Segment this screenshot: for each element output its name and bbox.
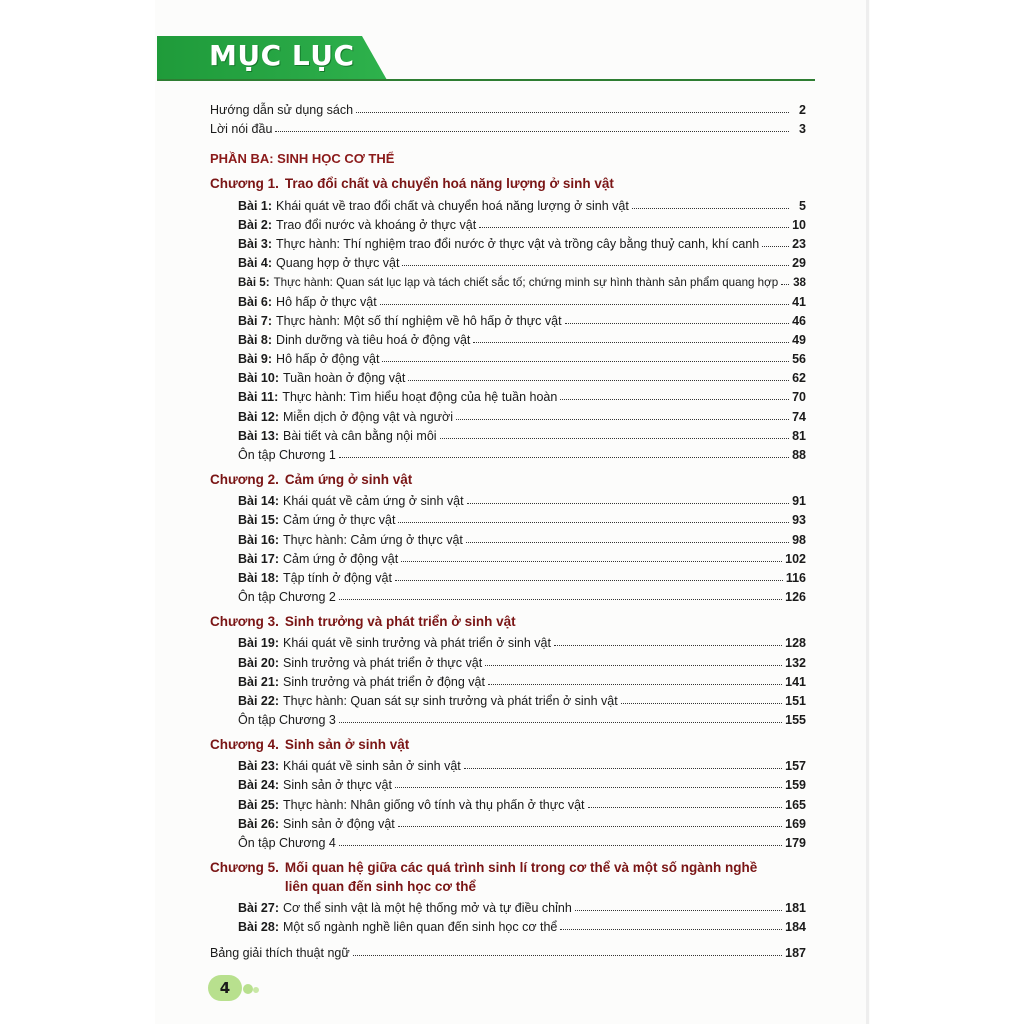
dot-leader [408,379,789,381]
lesson-number: Bài 18: [238,570,279,585]
lesson-page: 169 [785,816,806,831]
lesson-number: Bài 7: [238,313,273,328]
lesson-page: 5 [799,198,806,213]
lesson-title: Khái quát về cảm ứng ở sinh vật [283,494,464,509]
lesson-title: Thực hành: Quan sát sự sinh trưởng và phát triển ở sinh vật [283,693,618,708]
lesson-entry[interactable] [210,792,806,811]
lesson-number: Bài 27: [238,901,279,916]
dot-leader [353,954,782,956]
dot-leader [565,322,789,324]
chapter-title: Trao đổi chất và chuyển hoá năng lượng ở sinh vật [284,176,614,192]
dot-leader [632,207,789,209]
lesson-entry[interactable] [210,631,806,650]
lesson-page: 116 [785,570,806,585]
lesson-title: Cảm ứng ở động vật [283,551,399,566]
dot-leader [473,341,789,343]
lesson-entry[interactable] [210,232,806,251]
lesson-entry[interactable] [210,754,806,773]
dot-leader [380,303,789,305]
lesson-title: Miễn dịch ở động vật và người [283,409,453,424]
lesson-number: Bài 1: [238,198,273,213]
entry-label: Hướng dẫn sử dụng sách [210,103,354,118]
lesson-number: Bài 13: [238,428,279,443]
lesson-entry[interactable] [210,547,806,566]
chapter-heading[interactable] [210,470,806,489]
dot-leader [401,560,782,562]
lesson-title: Trao đổi nước và khoáng ở thực vật [276,217,477,232]
lesson-title: Thực hành: Thí nghiệm trao đổi nước ở thực vật và trồng cây bằng thuỷ canh, khí canh [276,236,760,251]
lesson-title: Sinh trưởng và phát triển ở động vật [283,674,485,689]
lesson-title: Một số ngành nghề liên quan đến sinh học cơ thể [283,920,558,935]
lesson-number: Bài 8: [238,332,273,347]
lesson-number: Bài 15: [238,513,279,528]
entry-page: 3 [799,122,806,137]
dot-leader [466,541,789,543]
page-title: MỤC LỤC [209,39,355,72]
lesson-number: Bài 20: [238,655,279,670]
lesson-title: Hô hấp ở động vật [276,352,380,367]
review-entry[interactable] [210,585,806,604]
lesson-entry[interactable] [210,270,806,289]
lesson-entry[interactable] [210,566,806,585]
review-label: Ôn tập Chương 2 [238,590,336,605]
lesson-entry[interactable] [210,385,806,404]
lesson-page: 151 [785,693,806,708]
lesson-number: Bài 16: [238,532,279,547]
review-page: 179 [785,836,806,850]
lesson-number: Bài 5: [238,276,270,290]
lesson-entry[interactable] [210,508,806,527]
lesson-title: Sinh trưởng và phát triển ở thực vật [283,655,483,670]
lesson-page: 157 [785,759,806,774]
lesson-entry[interactable] [210,251,806,270]
lesson-entry[interactable] [210,404,806,423]
lesson-page: 141 [785,674,806,689]
lesson-page: 62 [792,371,806,386]
lesson-page: 70 [792,390,806,405]
dot-leader [339,721,782,723]
lesson-number: Bài 11: [238,390,279,405]
lesson-title: Cơ thể sinh vật là một hệ thống mở và tự điều chỉnh [283,901,572,916]
review-label: Ôn tập Chương 1 [238,448,336,462]
lesson-page: 184 [785,920,806,935]
lesson-page: 93 [792,513,806,528]
lesson-entry[interactable] [210,328,806,347]
dot-leader [621,702,782,704]
lesson-title: Bài tiết và cân bằng nội môi [283,428,437,443]
chapter-heading[interactable] [210,612,806,631]
lesson-entry[interactable] [210,896,806,915]
chapter-title: Sinh sản ở sinh vật [284,737,410,753]
lesson-number: Bài 24: [238,778,279,793]
dot-leader [356,111,789,113]
review-label: Ôn tập Chương 4 [238,836,336,850]
chapter-heading[interactable] [210,735,806,754]
lesson-entry[interactable] [210,773,806,792]
lesson-page: 56 [792,352,806,367]
dot-leader [339,598,782,600]
lesson-number: Bài 3: [238,236,273,251]
review-page: 88 [792,448,806,462]
lesson-number: Bài 26: [238,816,279,831]
entry-label: Bảng giải thích thuật ngữ [210,945,350,960]
lesson-title: Thực hành: Quan sát lục lạp và tách chiết sắc tố; chứng minh sự hình thành sản phẩm quang hợp [273,276,779,290]
lesson-title: Hô hấp ở thực vật [276,294,377,309]
lesson-number: Bài 4: [238,256,273,271]
lesson-number: Bài 25: [238,797,279,812]
dot-leader [382,360,789,362]
chapter-heading[interactable] [210,174,806,193]
dot-leader [395,579,783,581]
chapter-title: Sinh trưởng và phát triển ở sinh vật [284,614,516,630]
entry-label: Lời nói đầu [210,122,273,137]
lesson-entry[interactable] [210,650,806,669]
lesson-entry[interactable] [210,915,806,934]
lesson-page: 41 [792,294,806,309]
decor-dot [243,984,253,994]
lesson-entry[interactable] [210,489,806,508]
dot-leader [488,683,782,685]
lesson-page: 181 [785,901,806,916]
lesson-page: 165 [785,797,806,812]
chapter-heading[interactable] [210,858,806,896]
lesson-title: Khái quát về sinh trưởng và phát triển ở sinh vật [283,636,551,651]
entry-page: 187 [785,945,806,960]
chapter-number: Chương 4. [210,737,279,753]
lesson-title: Dinh dưỡng và tiêu hoá ở động vật [276,332,471,347]
lesson-entry[interactable] [210,289,806,308]
dot-leader [402,264,789,266]
lesson-number: Bài 14: [238,494,279,509]
lesson-page: 10 [792,217,806,232]
lesson-title: Thực hành: Nhân giống vô tính và thụ phấn ở thực vật [283,797,585,812]
lesson-page: 23 [792,236,806,251]
lesson-page: 132 [785,655,806,670]
lesson-number: Bài 2: [238,217,273,232]
toc-entry-preface[interactable] [210,117,806,136]
lesson-page: 91 [792,494,806,509]
lesson-page: 29 [792,256,806,271]
lesson-entry[interactable] [210,193,806,212]
lesson-entry[interactable] [210,347,806,366]
dot-leader [762,245,789,247]
lesson-entry[interactable] [210,527,806,546]
lesson-entry[interactable] [210,670,806,689]
dot-leader [554,644,782,646]
dot-leader [440,437,789,439]
lesson-title: Thực hành: Cảm ứng ở thực vật [283,532,463,547]
lesson-page: 159 [785,778,806,793]
dot-leader [575,909,782,911]
lesson-page: 102 [785,551,806,566]
lesson-page: 74 [792,409,806,424]
lesson-number: Bài 19: [238,636,279,651]
dot-leader [398,825,782,827]
review-entry[interactable] [210,443,806,462]
entry-page: 2 [799,103,806,118]
chapter-list [210,174,806,934]
dot-leader [456,418,789,420]
review-page: 126 [785,590,806,605]
header-rule [157,79,815,81]
lesson-page: 81 [792,428,806,443]
lesson-title: Khái quát về sinh sản ở sinh vật [283,759,461,774]
review-page: 155 [785,713,806,728]
lesson-number: Bài 23: [238,759,279,774]
lesson-entry[interactable] [210,689,806,708]
lesson-entry[interactable] [210,213,806,232]
dot-leader [485,664,782,666]
lesson-number: Bài 6: [238,294,273,309]
lesson-title: Sinh sản ở động vật [283,816,395,831]
dot-leader [275,130,789,132]
lesson-entry[interactable] [210,309,806,328]
lesson-page: 49 [792,332,806,347]
toc-entry-glossary[interactable] [210,940,806,959]
dot-leader [560,928,782,930]
lesson-title: Tập tính ở động vật [283,570,392,585]
chapter-number: Chương 1. [210,176,279,192]
dot-leader [395,786,782,788]
chapter-number: Chương 5. [210,860,279,875]
lesson-title: Tuần hoàn ở động vật [283,371,406,386]
lesson-page: 38 [793,276,806,290]
dot-leader [479,226,789,228]
page-number-badge: 4 [208,975,242,1001]
dot-leader [398,521,789,523]
lesson-title: Thực hành: Một số thí nghiệm về hô hấp ở thực vật [276,313,562,328]
dot-leader [781,283,789,285]
page-edge [866,0,869,1024]
lesson-title: Sinh sản ở thực vật [283,778,392,793]
lesson-entry[interactable] [210,812,806,831]
lesson-number: Bài 17: [238,551,279,566]
lesson-number: Bài 22: [238,693,279,708]
dot-leader [339,456,789,458]
toc-entry-guide[interactable] [210,98,806,117]
lesson-page: 46 [792,313,806,328]
dot-leader [588,806,783,808]
lesson-title: Khái quát về trao đổi chất và chuyển hoá năng lượng ở sinh vật [276,198,629,213]
decor-dot [253,987,259,993]
review-entry[interactable] [210,831,806,850]
lesson-title: Cảm ứng ở thực vật [283,513,396,528]
lesson-entry[interactable] [210,424,806,443]
lesson-page: 128 [785,636,806,651]
dot-leader [467,502,789,504]
lesson-entry[interactable] [210,366,806,385]
review-label: Ôn tập Chương 3 [238,713,336,728]
lesson-number: Bài 21: [238,674,279,689]
dot-leader [560,398,789,400]
toc-header [157,36,387,80]
dot-leader [339,844,782,846]
lesson-title: Thực hành: Tìm hiểu hoạt động của hệ tuần hoàn [282,390,558,405]
chapter-title: Mối quan hệ giữa các quá trình sinh lí trong cơ thể và một số ngành nghề liên quan đến sinh học cơ thể [284,860,758,894]
review-entry[interactable] [210,708,806,727]
lesson-number: Bài 9: [238,352,273,367]
lesson-title: Quang hợp ở thực vật [276,256,400,271]
table-of-contents [210,98,806,960]
dot-leader [464,767,782,769]
lesson-number: Bài 28: [238,920,279,935]
chapter-number: Chương 3. [210,614,279,630]
chapter-title: Cảm ứng ở sinh vật [284,472,413,487]
lesson-page: 98 [792,532,806,547]
chapter-number: Chương 2. [210,472,279,487]
lesson-number: Bài 10: [238,371,279,386]
lesson-number: Bài 12: [238,409,279,424]
part-heading: PHẦN BA: SINH HỌC CƠ THỂ [210,151,395,167]
